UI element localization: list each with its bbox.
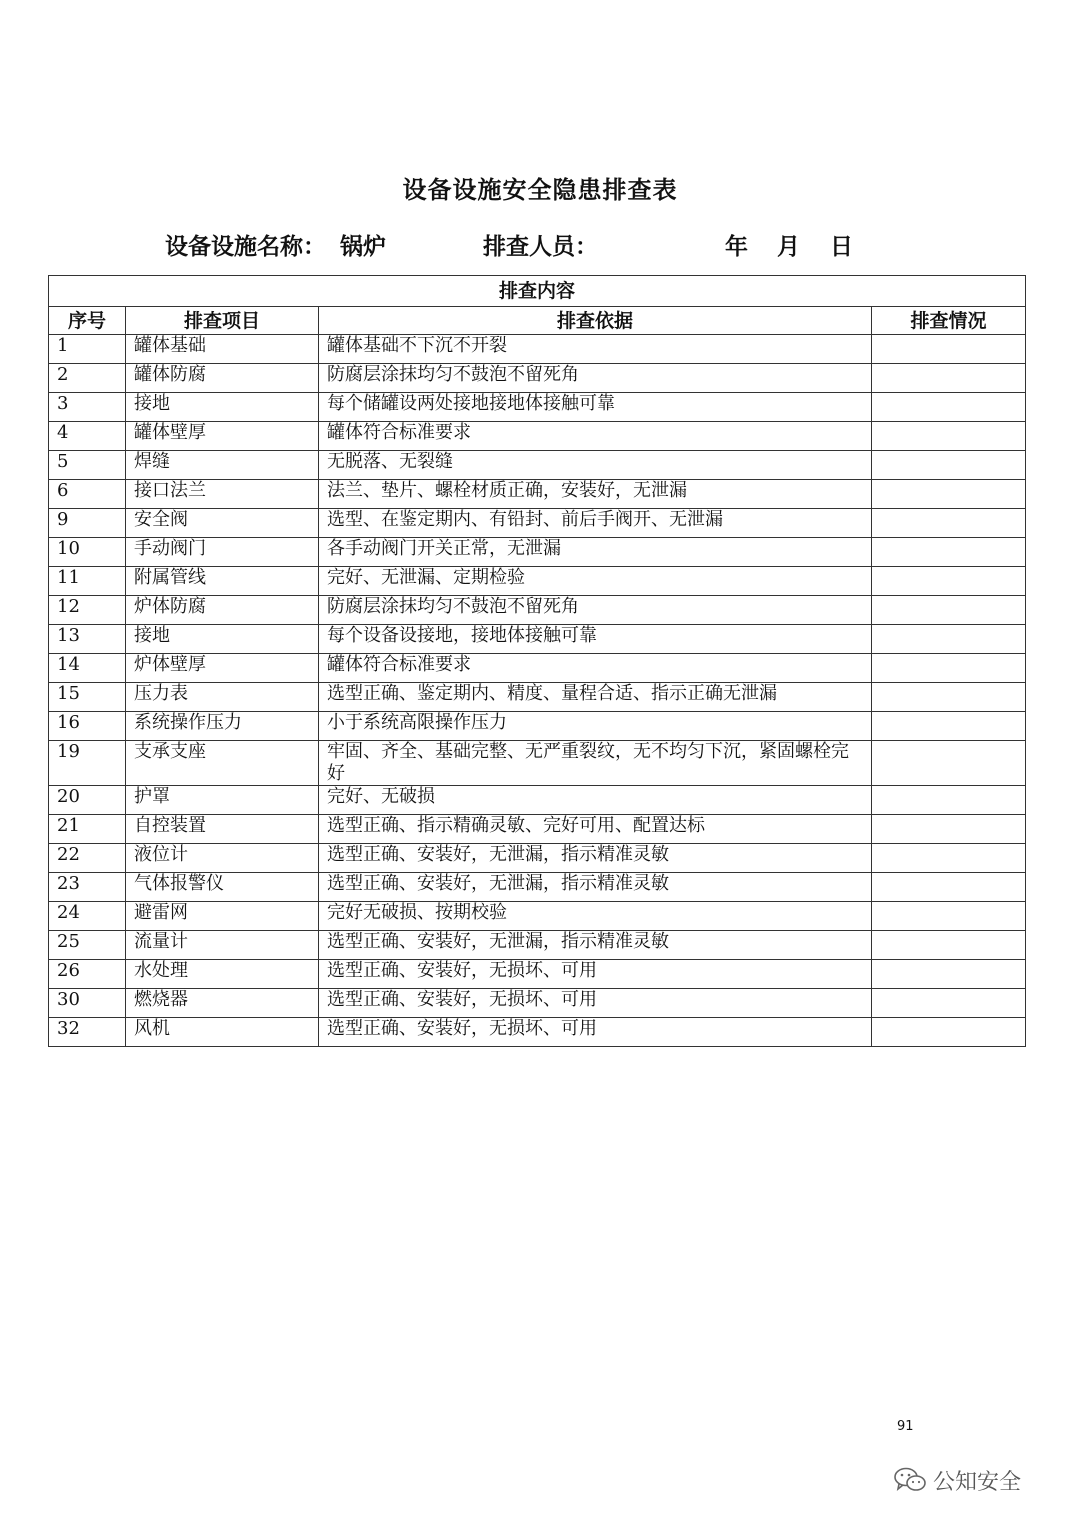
row-basis: 防腐层涂抹均匀不鼓泡不留死角 [319,364,872,393]
row-status [872,393,1026,422]
row-status [872,538,1026,567]
row-number: 30 [49,989,126,1018]
row-number: 21 [49,815,126,844]
day-label: 日 [830,233,853,260]
row-status [872,451,1026,480]
table-row [49,844,1026,873]
row-basis: 选型正确、安装好，无损坏、可用 [319,989,872,1018]
row-status [872,509,1026,538]
watermark-text: 公知安全 [933,1469,1022,1495]
row-item: 附属管线 [126,567,319,596]
row-basis: 无脱落、无裂缝 [319,451,872,480]
row-number: 25 [49,931,126,960]
table-row [49,873,1026,902]
row-number: 10 [49,538,126,567]
page-number: 91 [897,1419,914,1434]
row-status [872,931,1026,960]
row-status [872,1018,1026,1047]
row-number: 6 [49,480,126,509]
row-basis: 选型正确、安装好，无泄漏，指示精准灵敏 [319,931,872,960]
row-item: 安全阀 [126,509,319,538]
row-number: 11 [49,567,126,596]
table-row [49,712,1026,741]
equipment-name-value: 锅炉 [340,233,386,260]
month-label: 月 [777,233,800,260]
inspection-table [48,275,1026,1047]
row-item: 气体报警仪 [126,873,319,902]
row-basis: 选型正确、鉴定期内、精度、量程合适、指示正确无泄漏 [319,683,872,712]
row-number: 1 [49,335,126,364]
wechat-icon [893,1466,927,1494]
row-number: 19 [49,741,126,786]
table-row [49,625,1026,654]
row-item: 罐体壁厚 [126,422,319,451]
row-basis: 每个设备设接地，接地体接触可靠 [319,625,872,654]
table-row [49,364,1026,393]
row-item: 水处理 [126,960,319,989]
row-item: 焊缝 [126,451,319,480]
table-row [49,931,1026,960]
table-row [49,422,1026,451]
row-basis: 罐体符合标准要求 [319,422,872,451]
table-row [49,902,1026,931]
row-item: 避雷网 [126,902,319,931]
table-row [49,451,1026,480]
row-basis: 选型正确、安装好，无泄漏，指示精准灵敏 [319,844,872,873]
watermark [893,1464,1021,1496]
table-row [49,960,1026,989]
row-basis: 选型正确、安装好，无泄漏，指示精准灵敏 [319,873,872,902]
table-row [49,393,1026,422]
row-number: 15 [49,683,126,712]
row-status [872,567,1026,596]
row-basis: 完好、无泄漏、定期检验 [319,567,872,596]
row-item: 手动阀门 [126,538,319,567]
row-basis: 防腐层涂抹均匀不鼓泡不留死角 [319,596,872,625]
year-label: 年 [725,233,748,260]
row-number: 20 [49,786,126,815]
row-number: 9 [49,509,126,538]
row-number: 12 [49,596,126,625]
row-basis: 选型正确、安装好，无损坏、可用 [319,1018,872,1047]
row-status [872,844,1026,873]
table-row [49,538,1026,567]
table-body [49,335,1026,1047]
row-item: 压力表 [126,683,319,712]
form-header [165,228,885,264]
row-status [872,335,1026,364]
row-status [872,815,1026,844]
row-status [872,683,1026,712]
row-item: 风机 [126,1018,319,1047]
column-header-item: 排查项目 [126,307,319,335]
row-number: 32 [49,1018,126,1047]
column-header-no: 序号 [49,307,126,335]
table-row [49,786,1026,815]
row-item: 自控装置 [126,815,319,844]
row-status [872,902,1026,931]
row-item: 炉体壁厚 [126,654,319,683]
table-row [49,989,1026,1018]
row-status [872,596,1026,625]
row-basis: 小于系统高限操作压力 [319,712,872,741]
row-item: 燃烧器 [126,989,319,1018]
row-basis: 牢固、齐全、基础完整、无严重裂纹，无不均匀下沉，紧固螺栓完好 [319,741,872,786]
inspector-label: 排查人员： [483,233,598,260]
row-item: 液位计 [126,844,319,873]
column-header-basis: 排查依据 [319,307,872,335]
row-status [872,989,1026,1018]
row-item: 接地 [126,625,319,654]
table-row [49,480,1026,509]
row-number: 2 [49,364,126,393]
row-number: 26 [49,960,126,989]
row-status [872,654,1026,683]
row-status [872,712,1026,741]
row-status [872,422,1026,451]
row-status [872,741,1026,786]
row-item: 接地 [126,393,319,422]
row-status [872,786,1026,815]
row-item: 流量计 [126,931,319,960]
row-number: 24 [49,902,126,931]
row-basis: 完好、无破损 [319,786,872,815]
equipment-name-label: 设备设施名称： [165,233,326,260]
row-basis: 罐体符合标准要求 [319,654,872,683]
table-row [49,741,1026,786]
row-basis: 完好无破损、按期校验 [319,902,872,931]
table-row [49,1018,1026,1047]
row-status [872,625,1026,654]
row-basis: 选型正确、指示精确灵敏、完好可用、配置达标 [319,815,872,844]
table-row [49,509,1026,538]
row-number: 3 [49,393,126,422]
page-title: 设备设施安全隐患排查表 [402,175,678,204]
row-item: 系统操作压力 [126,712,319,741]
row-item: 支承支座 [126,741,319,786]
table-row [49,683,1026,712]
row-basis: 选型正确、安装好，无损坏、可用 [319,960,872,989]
row-item: 炉体防腐 [126,596,319,625]
row-item: 罐体基础 [126,335,319,364]
table-row [49,596,1026,625]
row-item: 接口法兰 [126,480,319,509]
row-basis: 各手动阀门开关正常，无泄漏 [319,538,872,567]
table-row [49,335,1026,364]
table-group-header: 排查内容 [49,276,1026,307]
row-basis: 罐体基础不下沉不开裂 [319,335,872,364]
row-status [872,480,1026,509]
row-item: 罐体防腐 [126,364,319,393]
row-number: 4 [49,422,126,451]
table-row [49,567,1026,596]
row-number: 5 [49,451,126,480]
row-basis: 选型、在鉴定期内、有铅封、前后手阀开、无泄漏 [319,509,872,538]
row-number: 16 [49,712,126,741]
row-item: 护罩 [126,786,319,815]
row-basis: 每个储罐设两处接地接地体接触可靠 [319,393,872,422]
row-number: 13 [49,625,126,654]
row-status [872,364,1026,393]
row-number: 23 [49,873,126,902]
column-header-status: 排查情况 [872,307,1026,335]
table-row [49,815,1026,844]
row-number: 14 [49,654,126,683]
table-row [49,654,1026,683]
row-status [872,960,1026,989]
row-number: 22 [49,844,126,873]
row-basis: 法兰、垫片、螺栓材质正确，安装好，无泄漏 [319,480,872,509]
row-status [872,873,1026,902]
